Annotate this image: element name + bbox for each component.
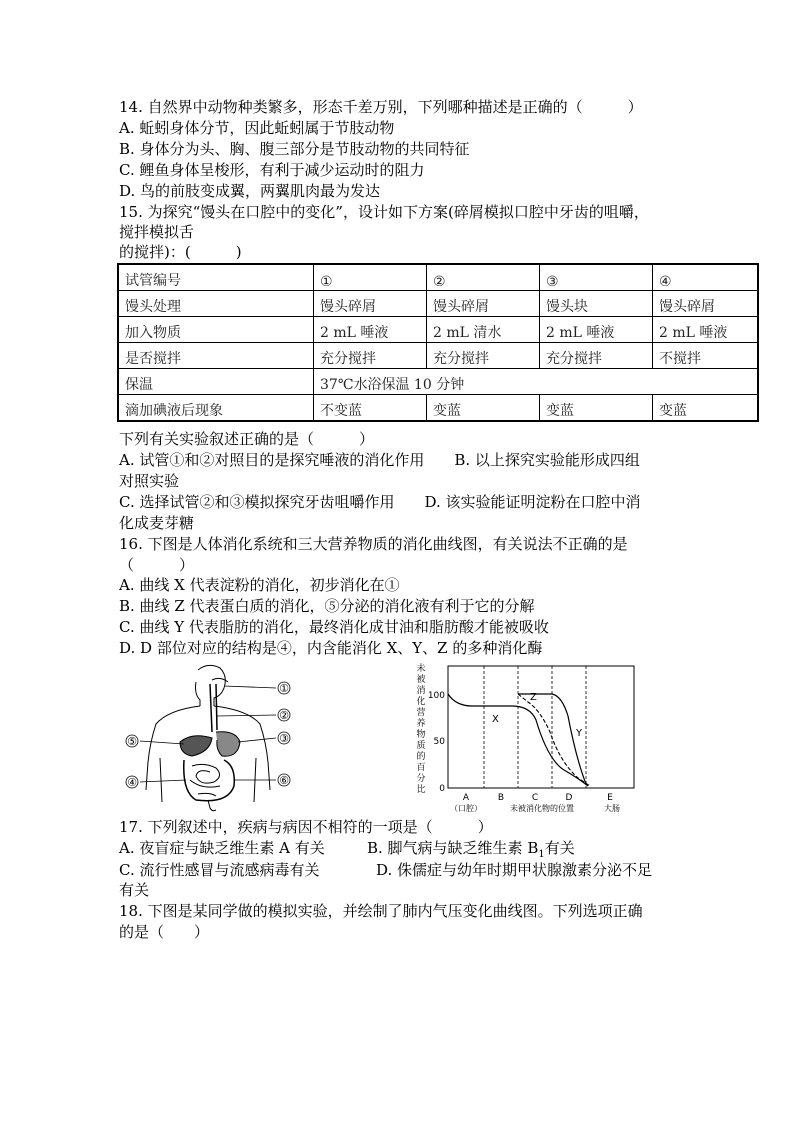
q14-option-a: A. 蚯蚓身体分节，因此蚯蚓属于节肢动物	[119, 119, 395, 137]
table-cell: 2 mL 唾液	[540, 317, 653, 343]
body-label-3: ③	[279, 732, 289, 745]
q15-option-line-1: A. 试管①和②对照目的是探究唾液的消化作用 B. 以上探究实验能形成四组	[119, 451, 640, 469]
q17-option-a: A. 夜盲症与缺乏维生素 A 有关	[119, 839, 325, 857]
table-cell: 试管编号	[118, 264, 314, 291]
table-cell: 变蓝	[427, 395, 540, 422]
body-label-5: ⑤	[127, 735, 137, 748]
q16-option-d: D. D 部位对应的结构是④，内含能消化 X、Y、Z 的多种消化酶	[119, 639, 543, 657]
ylabel-char: 百	[416, 763, 426, 773]
q16-stem-line-1: 16. 下图是人体消化系统和三大营养物质的消化曲线图，有关说法不正确的是	[119, 535, 628, 553]
table-cell: 2 mL 唾液	[314, 317, 427, 343]
table-cell: 加入物质	[118, 317, 314, 343]
table-cell: 馒头块	[540, 291, 653, 317]
ylabel-char: 质	[416, 741, 426, 751]
ylabel-char: 比	[416, 785, 426, 795]
ytick-label: 0	[439, 784, 445, 794]
table-cell: ①	[314, 264, 427, 291]
bottom-label-mouth: （口腔）	[450, 804, 482, 813]
section-label: A	[462, 793, 470, 803]
plot-frame	[448, 666, 634, 788]
table-row	[118, 395, 758, 422]
section-label: C	[531, 793, 539, 803]
table-cell: 充分搅拌	[314, 343, 427, 369]
q15-option-line-3: C. 选择试管②和③模拟探究牙齿咀嚼作用 D. 该实验能证明淀粉在口腔中消	[119, 493, 641, 511]
ylabel-char: 养	[416, 719, 426, 729]
curve-z	[518, 694, 590, 786]
q14-option-b: B. 身体分为头、胸、腹三部分是节肢动物的共同特征	[119, 140, 470, 158]
table-cell: ②	[427, 264, 540, 291]
bottom-label-large-intestine: 大肠	[604, 804, 620, 813]
table-row	[118, 317, 758, 343]
table-cell: 不变蓝	[314, 395, 427, 422]
curve-label-z: Z	[530, 692, 537, 703]
table-cell: 滴加碘液后现象	[118, 395, 314, 422]
q17-stem: 17. 下列叙述中，疾病与病因不相符的一项是（ ）	[119, 818, 493, 836]
digestion-curve-graph	[412, 660, 642, 816]
ylabel-char: 的	[416, 752, 426, 762]
bottom-label-position: 未被消化物的位置	[510, 804, 574, 813]
table-cell: 充分搅拌	[427, 343, 540, 369]
q15-option-line-2: 对照实验	[119, 472, 180, 490]
ylabel-char: 营	[416, 708, 426, 718]
q16-stem-line-2: （ ）	[119, 556, 195, 574]
body-label-6: ⑥	[279, 774, 289, 787]
q16-option-c: C. 曲线 Y 代表脂肪的消化，最终消化成甘油和脂肪酸才能被吸收	[119, 618, 549, 636]
q17-option-c: C. 流行性感冒与流感病毒有关	[119, 861, 320, 879]
table-cell: 变蓝	[653, 395, 759, 422]
ylabel-char: 被	[416, 675, 426, 685]
body-label-4: ④	[127, 776, 137, 789]
ytick-label: 100	[427, 691, 445, 701]
q15-stem-line-1: 15. 为探究“馒头在口腔中的变化”，设计如下方案(碎屑模拟口腔中牙齿的咀嚼，	[119, 203, 649, 221]
q18-stem-line-2: 的是（ ）	[119, 923, 210, 941]
q14-option-c: C. 鲤鱼身体呈梭形，有利于减少运动时的阻力	[119, 161, 425, 179]
ylabel-char: 未	[416, 664, 426, 674]
ytick-label: 50	[433, 737, 445, 747]
q17-option-b-suffix: 有关	[544, 839, 575, 857]
q15-stem-line-3: 的搅拌)：( )	[119, 243, 242, 261]
section-label: D	[565, 793, 573, 803]
table-cell: ③	[540, 264, 653, 291]
q17-option-b-text: B. 脚气病与缺乏维生素 B	[367, 839, 539, 857]
table-cell-merged: 37℃水浴保温 10 分钟	[314, 369, 759, 395]
table-cell: 馒头碎屑	[314, 291, 427, 317]
ylabel-char: 分	[416, 774, 426, 784]
q14-stem: 14. 自然界中动物种类繁多，形态千差万别，下列哪种描述是正确的（ ）	[119, 98, 643, 116]
table-cell: 变蓝	[540, 395, 653, 422]
table-row	[118, 369, 758, 395]
table-cell: 充分搅拌	[540, 343, 653, 369]
table-cell: 馒头碎屑	[653, 291, 759, 317]
q15-question: 下列有关实验叙述正确的是（ ）	[119, 430, 375, 448]
section-label: B	[497, 793, 505, 803]
section-label: E	[607, 793, 613, 803]
table-cell: ④	[653, 264, 759, 291]
q15-stem-line-2: 搅拌模拟舌	[119, 223, 195, 241]
table-row	[118, 343, 758, 369]
q18-stem-line-1: 18. 下图是某同学做的模拟实验，并绘制了肺内气压变化曲线图。下列选项正确	[119, 902, 643, 920]
table-cell: 馒头碎屑	[427, 291, 540, 317]
ylabel-char: 物	[416, 730, 426, 740]
q17-option-d: D. 侏儒症与幼年时期甲状腺激素分泌不足	[376, 861, 653, 879]
table-cell: 馒头处理	[118, 291, 314, 317]
table-cell: 是否搅拌	[118, 343, 314, 369]
table-cell: 2 mL 唾液	[653, 317, 759, 343]
table-row	[118, 291, 758, 317]
body-label-2: ②	[279, 709, 289, 722]
q17-option-d-cont: 有关	[119, 881, 150, 899]
ylabel-char: 消	[416, 686, 426, 696]
curve-label-x: X	[492, 714, 499, 725]
q16-option-b: B. 曲线 Z 代表蛋白质的消化，⑤分泌的消化液有利于它的分解	[119, 597, 535, 615]
body-label-1: ①	[279, 682, 289, 695]
table-cell: 不搅拌	[653, 343, 759, 369]
digestive-system-figure	[120, 662, 300, 812]
experiment-table	[117, 263, 759, 422]
q15-option-line-4: 化成麦芽糖	[119, 514, 195, 532]
q14-option-d: D. 鸟的前肢变成翼，两翼肌肉最为发达	[119, 182, 381, 200]
curve-label-y: Y	[576, 728, 583, 739]
q16-option-a: A. 曲线 X 代表淀粉的消化，初步消化在①	[119, 576, 400, 594]
table-row	[118, 264, 758, 291]
table-cell: 保温	[118, 369, 314, 395]
q17-option-b-subscript: 1	[538, 849, 545, 860]
table-cell: 2 mL 清水	[427, 317, 540, 343]
ylabel-char: 化	[416, 697, 426, 707]
